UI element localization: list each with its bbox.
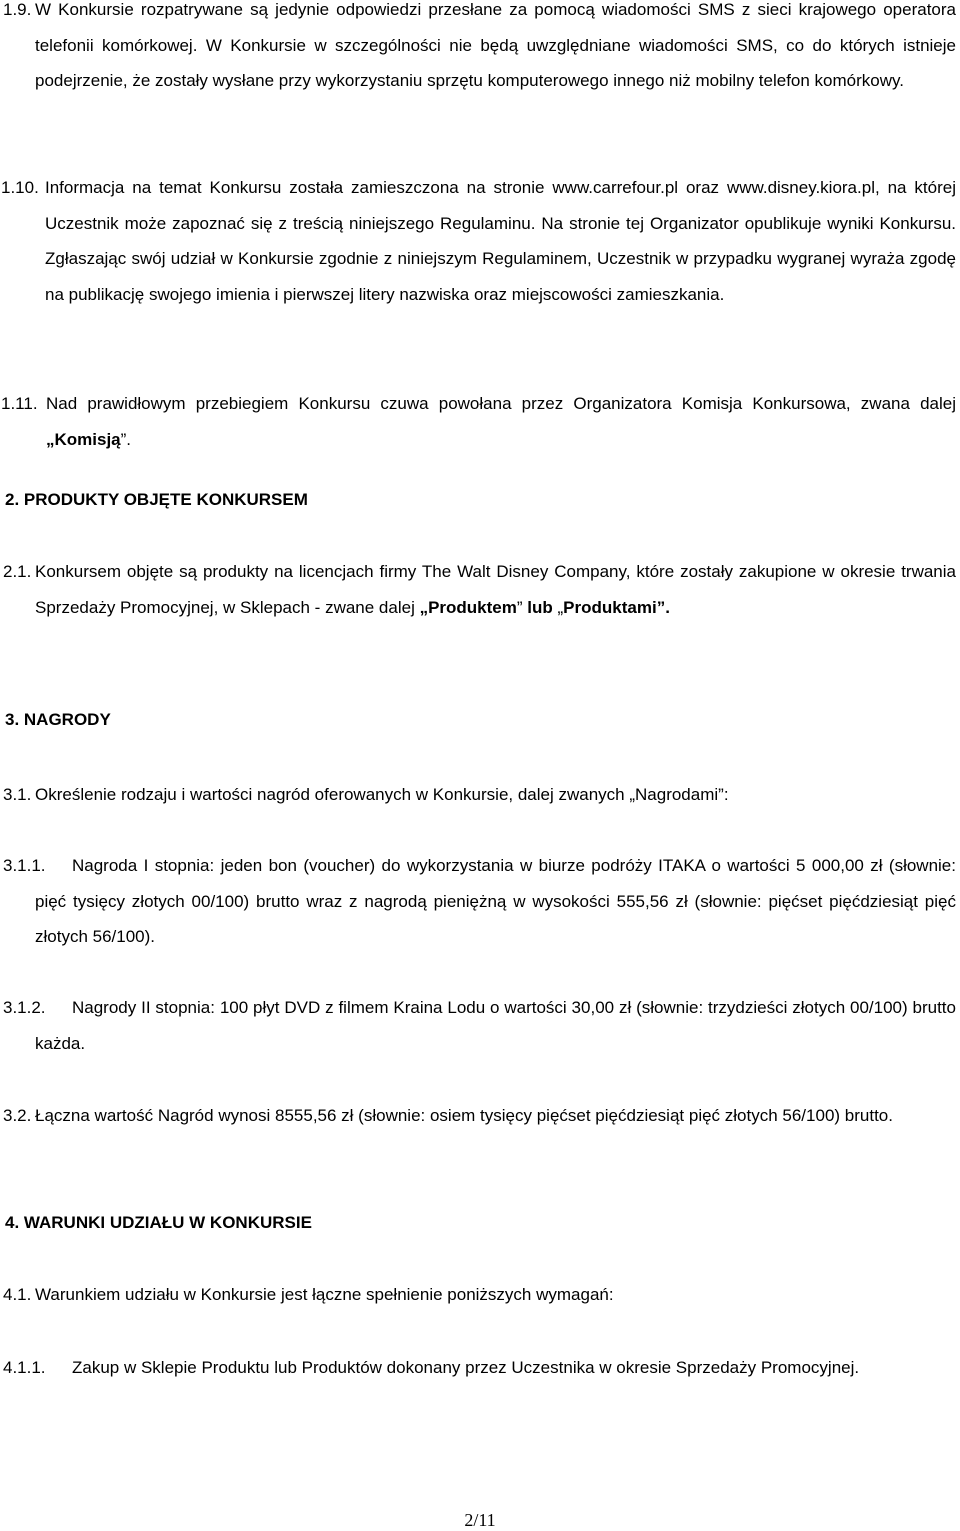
section-heading-2: 2. PRODUKTY OBJĘTE KONKURSEM	[5, 490, 308, 509]
defined-term: „Komisją	[46, 429, 121, 449]
clause-number: 3.1.	[3, 785, 32, 804]
defined-term: lub	[527, 597, 553, 617]
defined-term: „Produktem	[419, 597, 517, 617]
clause-number: 4.1.	[3, 1285, 32, 1304]
page-number: 2/11	[464, 1510, 496, 1530]
clause-text-part: ”.	[656, 597, 670, 617]
clause-number: 3.1.1.	[3, 856, 46, 875]
clause-number: 1.11.	[1, 394, 38, 413]
clause-text-part: Konkursem objęte są produkty na licencjach firmy The Walt Disney Company, które zostały zakupione w okresie trwania Sprzedaży Promocyjnej, w Sklepach - zwane dalej	[35, 562, 956, 617]
clause-text: W Konkursie rozpatrywane są jedynie odpowiedzi przesłane za pomocą wiadomości SMS z sieci krajowego operatora telefonii komórkowej. W Konkursie w szczególności nie będą uwzględniane wiadomości SMS, co do których istnieje podejrzenie, że zostały wysłane przy wykorzystaniu sprzętu komputerowego innego niż mobilny telefon komórkowy.	[35, 0, 956, 90]
clause-text	[35, 554, 956, 625]
clause-number: 1.9.	[3, 0, 32, 19]
clause-number: 3.2.	[3, 1106, 32, 1125]
clause-number: 1.10.	[1, 178, 39, 197]
defined-term: Produktami	[563, 597, 657, 617]
clause-text-part: ”	[516, 597, 528, 617]
clause-text-part: „	[552, 597, 564, 617]
clause-text-part: ”.	[120, 429, 132, 449]
clause-text: Warunkiem udziału w Konkursie jest łączne spełnienie poniższych wymagań:	[35, 1285, 614, 1304]
clause-text: Zakup w Sklepie Produktu lub Produktów dokonany przez Uczestnika w okresie Sprzedaży Promocyjnej.	[72, 1358, 860, 1377]
clause-text: Nagroda I stopnia: jeden bon (voucher) do wykorzystania w biurze podróży ITAKA o wartości 5 000,00 zł (słownie: pięć tysięcy złotych 00/100) brutto wraz z nagrodą pieniężną w wysokości 555,56 zł (słownie: pięćset pięćdziesiąt pięć złotych 56/100).	[35, 856, 956, 946]
clause-text: Łączna wartość Nagród wynosi 8555,56 zł (słownie: osiem tysięcy pięćset pięćdziesiąt pięć złotych 56/100) brutto.	[35, 1106, 893, 1125]
section-heading-3: 3. NAGRODY	[5, 710, 111, 729]
clause-text-part: Nad prawidłowym przebiegiem Konkursu czuwa powołana przez Organizatora Komisja Konkursowa, zwana dalej	[46, 394, 956, 413]
clause-text	[46, 386, 956, 457]
clause-number: 4.1.1.	[3, 1358, 46, 1377]
clause-text: Określenie rodzaju i wartości nagród oferowanych w Konkursie, dalej zwanych „Nagrodami”:	[35, 785, 729, 804]
clause-number: 2.1.	[3, 562, 32, 581]
section-heading-4: 4. WARUNKI UDZIAŁU W KONKURSIE	[5, 1213, 312, 1232]
clause-number: 3.1.2.	[3, 998, 46, 1017]
clause-text: Informacja na temat Konkursu została zamieszczona na stronie www.carrefour.pl oraz www.disney.kiora.pl, na której Uczestnik może zapoznać się z treścią niniejszego Regulaminu. Na stronie tej Organizator opublikuje wyniki Konkursu. Zgłaszając swój udział w Konkursie zgodnie z niniejszym Regulaminem, Uczestnik w przypadku wygranej wyraża zgodę na publikację swojego imienia i pierwszej litery nazwiska oraz miejscowości zamieszkania.	[45, 178, 956, 304]
clause-text: Nagrody II stopnia: 100 płyt DVD z filmem Kraina Lodu o wartości 30,00 zł (słownie: trzydzieści złotych 00/100) brutto każda.	[35, 998, 956, 1053]
